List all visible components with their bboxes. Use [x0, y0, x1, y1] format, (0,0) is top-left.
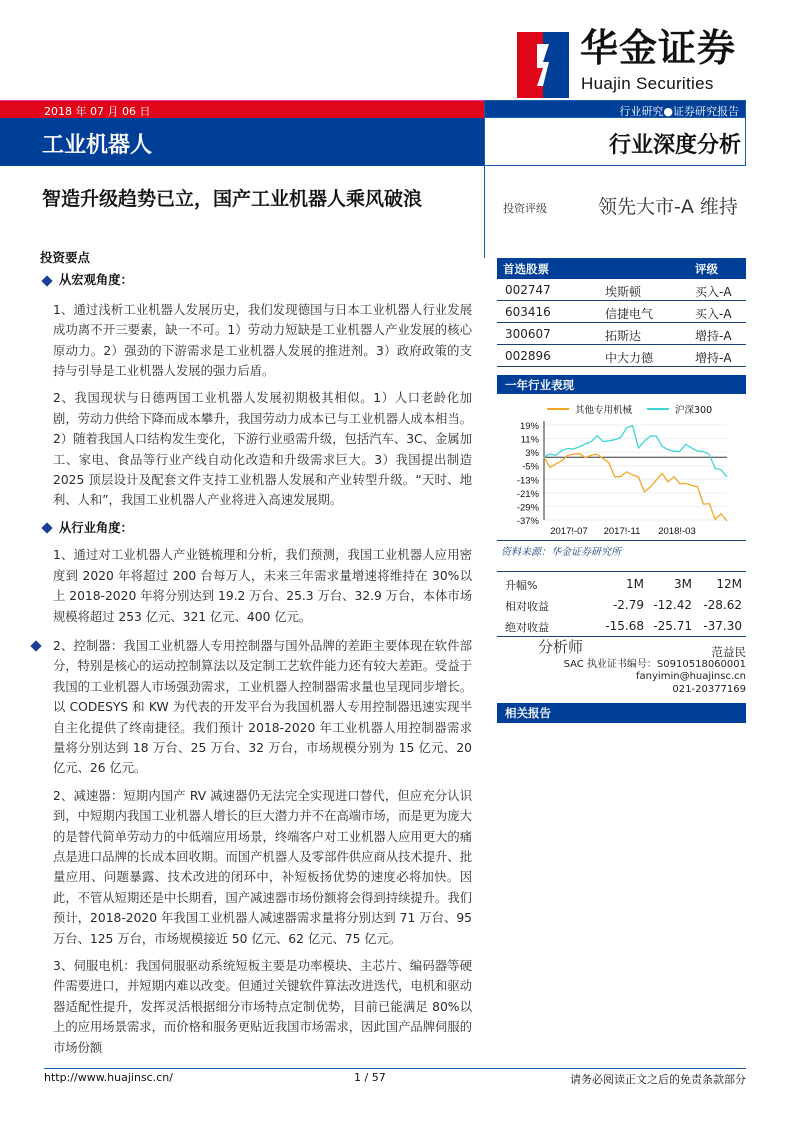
stocks-table [497, 279, 746, 367]
stock-name: 信捷电气 [605, 307, 654, 321]
footer-divider [44, 1068, 746, 1069]
returns-row-absolute [497, 617, 746, 638]
value-12m: -37.30 [703, 619, 742, 633]
y-tick-label: -5% [522, 461, 539, 473]
stock-name: 拓斯达 [605, 329, 642, 343]
returns-header-1m: 1M [626, 577, 644, 591]
huajin-logo-icon [517, 32, 569, 98]
legend-label: 沪深300 [675, 405, 713, 416]
stock-code: 603416 [505, 305, 551, 319]
rating-value: 领先大市-A 维持 [598, 196, 738, 218]
highlights-heading: 投资要点 [40, 250, 91, 265]
report-title: 智造升级趋势已立，国产工业机器人乘风破浪 [42, 188, 423, 210]
stock-name: 中大力德 [605, 351, 654, 365]
row-label: 绝对收益 [505, 621, 549, 634]
performance-title: 一年行业表现 [497, 375, 746, 394]
macro-heading [40, 270, 472, 290]
y-tick-label: 11% [520, 434, 539, 446]
returns-header-12m: 12M [716, 577, 742, 591]
value-3m: -12.42 [653, 598, 692, 612]
paragraph: 1、通过浅析工业机器人发展历史，我们发现德国与日本工业机器人行业发展成功离不开三要素，缺一不可。1）劳动力短缺是工业机器人产业发展的核心原动力。2）强劲的下游需求是工业机器人发展的推进剂。3）政府政策的支持与引导是工业机器人发展的强力后盾。 [53, 302, 472, 379]
x-tick-label: 2017!-11 [603, 526, 641, 537]
source-divider [497, 540, 746, 541]
stocks-header-rating: 评级 [695, 262, 718, 276]
returns-header [497, 575, 746, 596]
returns-row-relative [497, 596, 746, 617]
stock-code: 002747 [505, 283, 551, 297]
diamond-bullet-icon [41, 522, 52, 533]
industry-heading [40, 518, 472, 538]
stock-row [497, 345, 746, 367]
value-1m: -15.68 [605, 619, 644, 633]
paragraph: 1、通过对工业机器人产业链梳理和分析，我们预测，我国工业机器人应用密度到 2020 年将超过 200 台每万人，未来三年需求量增速将维持在 30%以上 2018-2020 年将分别达到 19.2 万台、25.3 万台、32.9 万台，本体市场规模将超过 253 亿元、321 亿元、400 亿元。 [53, 548, 472, 624]
returns-header-3m: 3M [674, 577, 692, 591]
paragraph [40, 636, 472, 779]
category-bar [484, 100, 746, 118]
rating-label: 投资评级 [503, 202, 547, 215]
stock-row [497, 279, 746, 301]
stock-rating: 增持-A [695, 329, 732, 343]
stock-row [497, 301, 746, 323]
date-bar [0, 100, 484, 118]
diamond-bullet-icon [30, 640, 41, 651]
investment-highlights [40, 248, 472, 1058]
analyst-phone: 021-20377169 [672, 683, 746, 695]
stocks-header-stock: 首选股票 [503, 262, 549, 276]
chart-source: 资料来源：华金证券研究所 [501, 547, 621, 558]
stocks-table-header [497, 258, 746, 279]
y-tick-label: -13% [516, 475, 539, 487]
returns-header-label: 升幅% [505, 579, 538, 592]
paragraph: 3、伺服电机：我国伺服驱动系统短板主要是功率模块、主芯片、编码器等硬件需要进口，并短期内难以改变。但通过关键软件算法改进迭代，电机和驱动器适配性提升，发挥灵活根据细分市场特点定制优势，目前已能满足 80%以上的应用场景需求，而价格和服务更贴近我国市场需求，因此国产品牌伺服的市场份额 [53, 959, 472, 1055]
performance-chart [497, 396, 746, 538]
legend-label: 其他专用机械 [575, 405, 633, 416]
stock-name: 埃斯顿 [605, 285, 642, 299]
macro-label: 从宏观角度： [59, 273, 133, 288]
report-type: 行业深度分析 [608, 133, 741, 158]
footer-disclaimer: 请务必阅读正文之后的免责条款部分 [570, 1073, 746, 1086]
report-date: 2018 年 07 月 06 日 [44, 105, 151, 118]
industry-label: 从行业角度： [59, 520, 133, 535]
y-tick-label: -21% [516, 488, 539, 500]
page-number: 1 / 57 [354, 1071, 386, 1084]
value-1m: -2.79 [612, 598, 644, 612]
related-reports-title: 相关报告 [497, 703, 746, 723]
stock-rating: 买入-A [695, 285, 732, 299]
industry-bar [0, 118, 484, 166]
analyst-email[interactable]: fanyimin@huajinsc.cn [636, 671, 746, 682]
analyst-title: 分析师 [538, 638, 584, 656]
footer-url[interactable]: http://www.huajinsc.cn/ [44, 1071, 173, 1084]
series-line-machinery [544, 454, 727, 522]
logo-text-en: Huajin Securities [581, 74, 714, 93]
report-type-box [484, 118, 746, 166]
column-divider [484, 166, 485, 258]
analyst-info [564, 646, 746, 696]
y-tick-label: 19% [519, 421, 539, 432]
stock-row [497, 323, 746, 345]
paragraph: 2、我国现状与日德两国工业机器人发展初期极其相似。1）人口老龄化加剧，劳动力供给下降而成本攀升，我国劳动力成本已与工业机器人成本相当。2）随着我国人口结构发生变化，下游行业亟需升级，包括汽车、3C、金属加工、家电、食品等行业产线自动化改造和升级需求巨大。3）我国提出制造 2025 顶层设计及配套文件支持工业机器人发展和产业转型升级。“天时、地利、人和”，我国工业机器人产业将进入高速发展期。 [53, 391, 472, 508]
value-12m: -28.62 [703, 598, 742, 612]
diamond-bullet-icon [41, 275, 52, 286]
row-label: 相对收益 [505, 600, 549, 613]
x-tick-label: 2017!-07 [550, 526, 588, 537]
report-category: 行业研究●证券研究报告 [619, 105, 739, 118]
stock-code: 300607 [505, 327, 551, 341]
analyst-sac: SAC 执业证书编号：S0910518060001 [563, 658, 746, 670]
series-line-hs300 [544, 426, 727, 477]
analyst-name: 范益民 [711, 645, 746, 659]
logo-text-cn: 华金证券 [580, 26, 737, 70]
value-3m: -25.71 [653, 619, 692, 633]
stock-code: 002896 [505, 349, 551, 363]
x-tick-label: 2018!-03 [658, 526, 696, 537]
returns-table [497, 571, 746, 637]
y-tick-label: 3% [525, 448, 539, 460]
y-tick-label: -29% [516, 502, 539, 514]
stock-rating: 增持-A [695, 351, 732, 365]
paragraph-text: 2、控制器：我国工业机器人专用控制器与国外品牌的差距主要体现在软件部分，特别是核心的运动控制算法以及定制工艺软件能力还有较大差距。受益于我国的工业机器人市场强劲需求，工业机器人控制器需求量也呈现同步增长。以 CODESYS 和 KW 为代表的开发平台为我国机器人专用控制器迅速实现半自主化提供了终南捷径。我们预计 2018-2020 年工业机器人用控制器需求量将分别达到 18 万台、25 万台、32 万台，市场规模分别为 15 亿元、20 亿元、26 亿元。 [53, 638, 472, 776]
y-tick-label: -37% [516, 516, 539, 527]
paragraph: 2、减速器：短期内国产 RV 减速器仍无法完全实现进口替代，但应充分认识到，中短期内我国工业机器人增长的巨大潜力并不在高端市场，而是更为庞大的是替代简单劳动力的中低端应用场景，终端客户对工业机器人应用更大的痛点是进口品牌的长成本回收期。而国产机器人及零部件供应商从技术提升、批量应用、问题暴露、技术改进的闭环中，补短板扬优势的速度必将加快。因此，不管从短期还是中长期看，国产减速器市场份额将会得到持续提升。我们预计，2018-2020 年我国工业机器人减速器需求量将分别达到 71 万台、95 万台、125 万台，市场规模接近 50 亿元、62 亿元、75 亿元。 [53, 788, 472, 946]
industry-name: 工业机器人 [42, 133, 153, 158]
stock-rating: 买入-A [695, 307, 732, 321]
